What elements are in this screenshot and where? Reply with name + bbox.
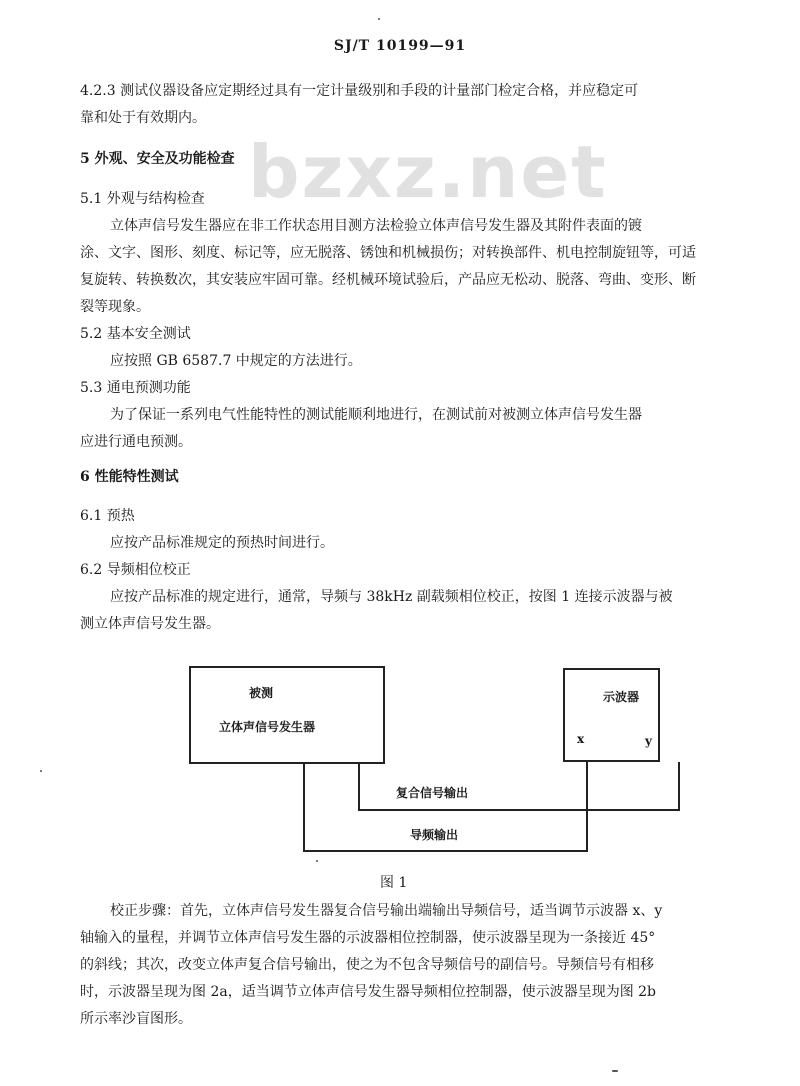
scan-speck	[612, 1070, 618, 1072]
composite-wire-horizontal	[358, 809, 680, 811]
pilot-output-label: 导频输出	[410, 828, 459, 842]
procedure-line-2: 轴输入的量程，并调节立体声信号发生器的示波器相位控制器，使示波器呈现为一条接近 45°	[80, 930, 656, 946]
pilot-wire-horizontal	[303, 850, 588, 852]
composite-output-label: 复合信号输出	[396, 786, 469, 800]
section-6-2-line-2: 测立体声信号发生器。	[80, 616, 220, 632]
scan-speck	[378, 18, 380, 20]
section-5-heading: 5 外观、安全及功能检查	[80, 151, 235, 167]
section-5-3-line-1: 为了保证一系列电气性能特性的测试能顺利地进行，在测试前对被测立体声信号发生器	[110, 407, 642, 423]
section-5-2-heading: 5.2 基本安全测试	[80, 326, 191, 342]
scope-y-input-label: y	[645, 734, 652, 748]
section-6-2-line-1: 应按产品标准的规定进行，通常，导频与 38kHz 副载频相位校正，按图 1 连接示波器与被	[110, 589, 673, 605]
procedure-line-4: 时，示波器呈现为图 2a，适当调节立体声信号发生器导频相位控制器，使示波器呈现为图 2b	[80, 984, 657, 1000]
section-5-1-line-4: 裂等现象。	[80, 299, 150, 315]
watermark-text: bzxz.net	[248, 130, 608, 214]
scope-x-input-label: x	[577, 732, 585, 746]
oscilloscope-box	[563, 668, 660, 762]
dut-label-line-1: 被测	[249, 686, 274, 700]
section-5-1-line-1: 立体声信号发生器应在非工作状态用目测方法检验立体声信号发生器及其附件表面的镀	[110, 218, 642, 234]
dut-box	[189, 666, 385, 764]
section-6-2-heading: 6.2 导频相位校正	[80, 562, 191, 578]
figure-1-caption: 图 1	[380, 875, 408, 891]
dut-label-line-2: 立体声信号发生器	[219, 720, 316, 734]
section-4-2-3-line-1: 4.2.3 测试仪器设备应定期经过具有一定计量级别和手段的计量部门检定合格，并应稳定可	[80, 83, 639, 99]
procedure-line-5: 所示率沙盲图形。	[80, 1011, 192, 1027]
section-6-heading: 6 性能特性测试	[80, 469, 179, 485]
procedure-line-3: 的斜线；其次，改变立体声复合信号输出，使之为不包含导频信号的副信号。导频信号有相移	[80, 957, 654, 973]
section-4-2-3-line-2: 靠和处于有效期内。	[80, 110, 206, 126]
section-6-1-heading: 6.1 预热	[80, 508, 135, 524]
pilot-wire-up-x	[586, 762, 588, 852]
scan-speck	[316, 860, 318, 862]
scan-speck	[40, 770, 42, 772]
composite-wire-down	[358, 764, 360, 810]
section-5-1-line-2: 涂、文字、图形、刻度、标记等，应无脱落、锈蚀和机械损伤；对转换部件、机电控制旋钮等，可适	[80, 245, 696, 261]
section-6-1-line: 应按产品标准规定的预热时间进行。	[110, 535, 334, 551]
pilot-wire-down	[303, 764, 305, 852]
figure-1-diagram	[180, 660, 660, 870]
section-5-1-heading: 5.1 外观与结构检查	[80, 191, 205, 207]
oscilloscope-label: 示波器	[603, 690, 640, 704]
section-5-3-line-2: 应进行通电预测。	[80, 434, 192, 450]
composite-wire-up-y	[678, 762, 680, 811]
section-5-3-heading: 5.3 通电预测功能	[80, 380, 191, 396]
section-5-2-line: 应按照 GB 6587.7 中规定的方法进行。	[110, 353, 362, 369]
standard-number-header: SJ/T 10199—91	[333, 38, 467, 54]
section-5-1-line-3: 复旋转、转换数次，其安装应牢固可靠。经机械环境试验后，产品应无松动、脱落、弯曲、变形、断	[80, 272, 696, 288]
procedure-line-1: 校正步骤：首先，立体声信号发生器复合信号输出端输出导频信号，适当调节示波器 x、y	[110, 903, 663, 919]
